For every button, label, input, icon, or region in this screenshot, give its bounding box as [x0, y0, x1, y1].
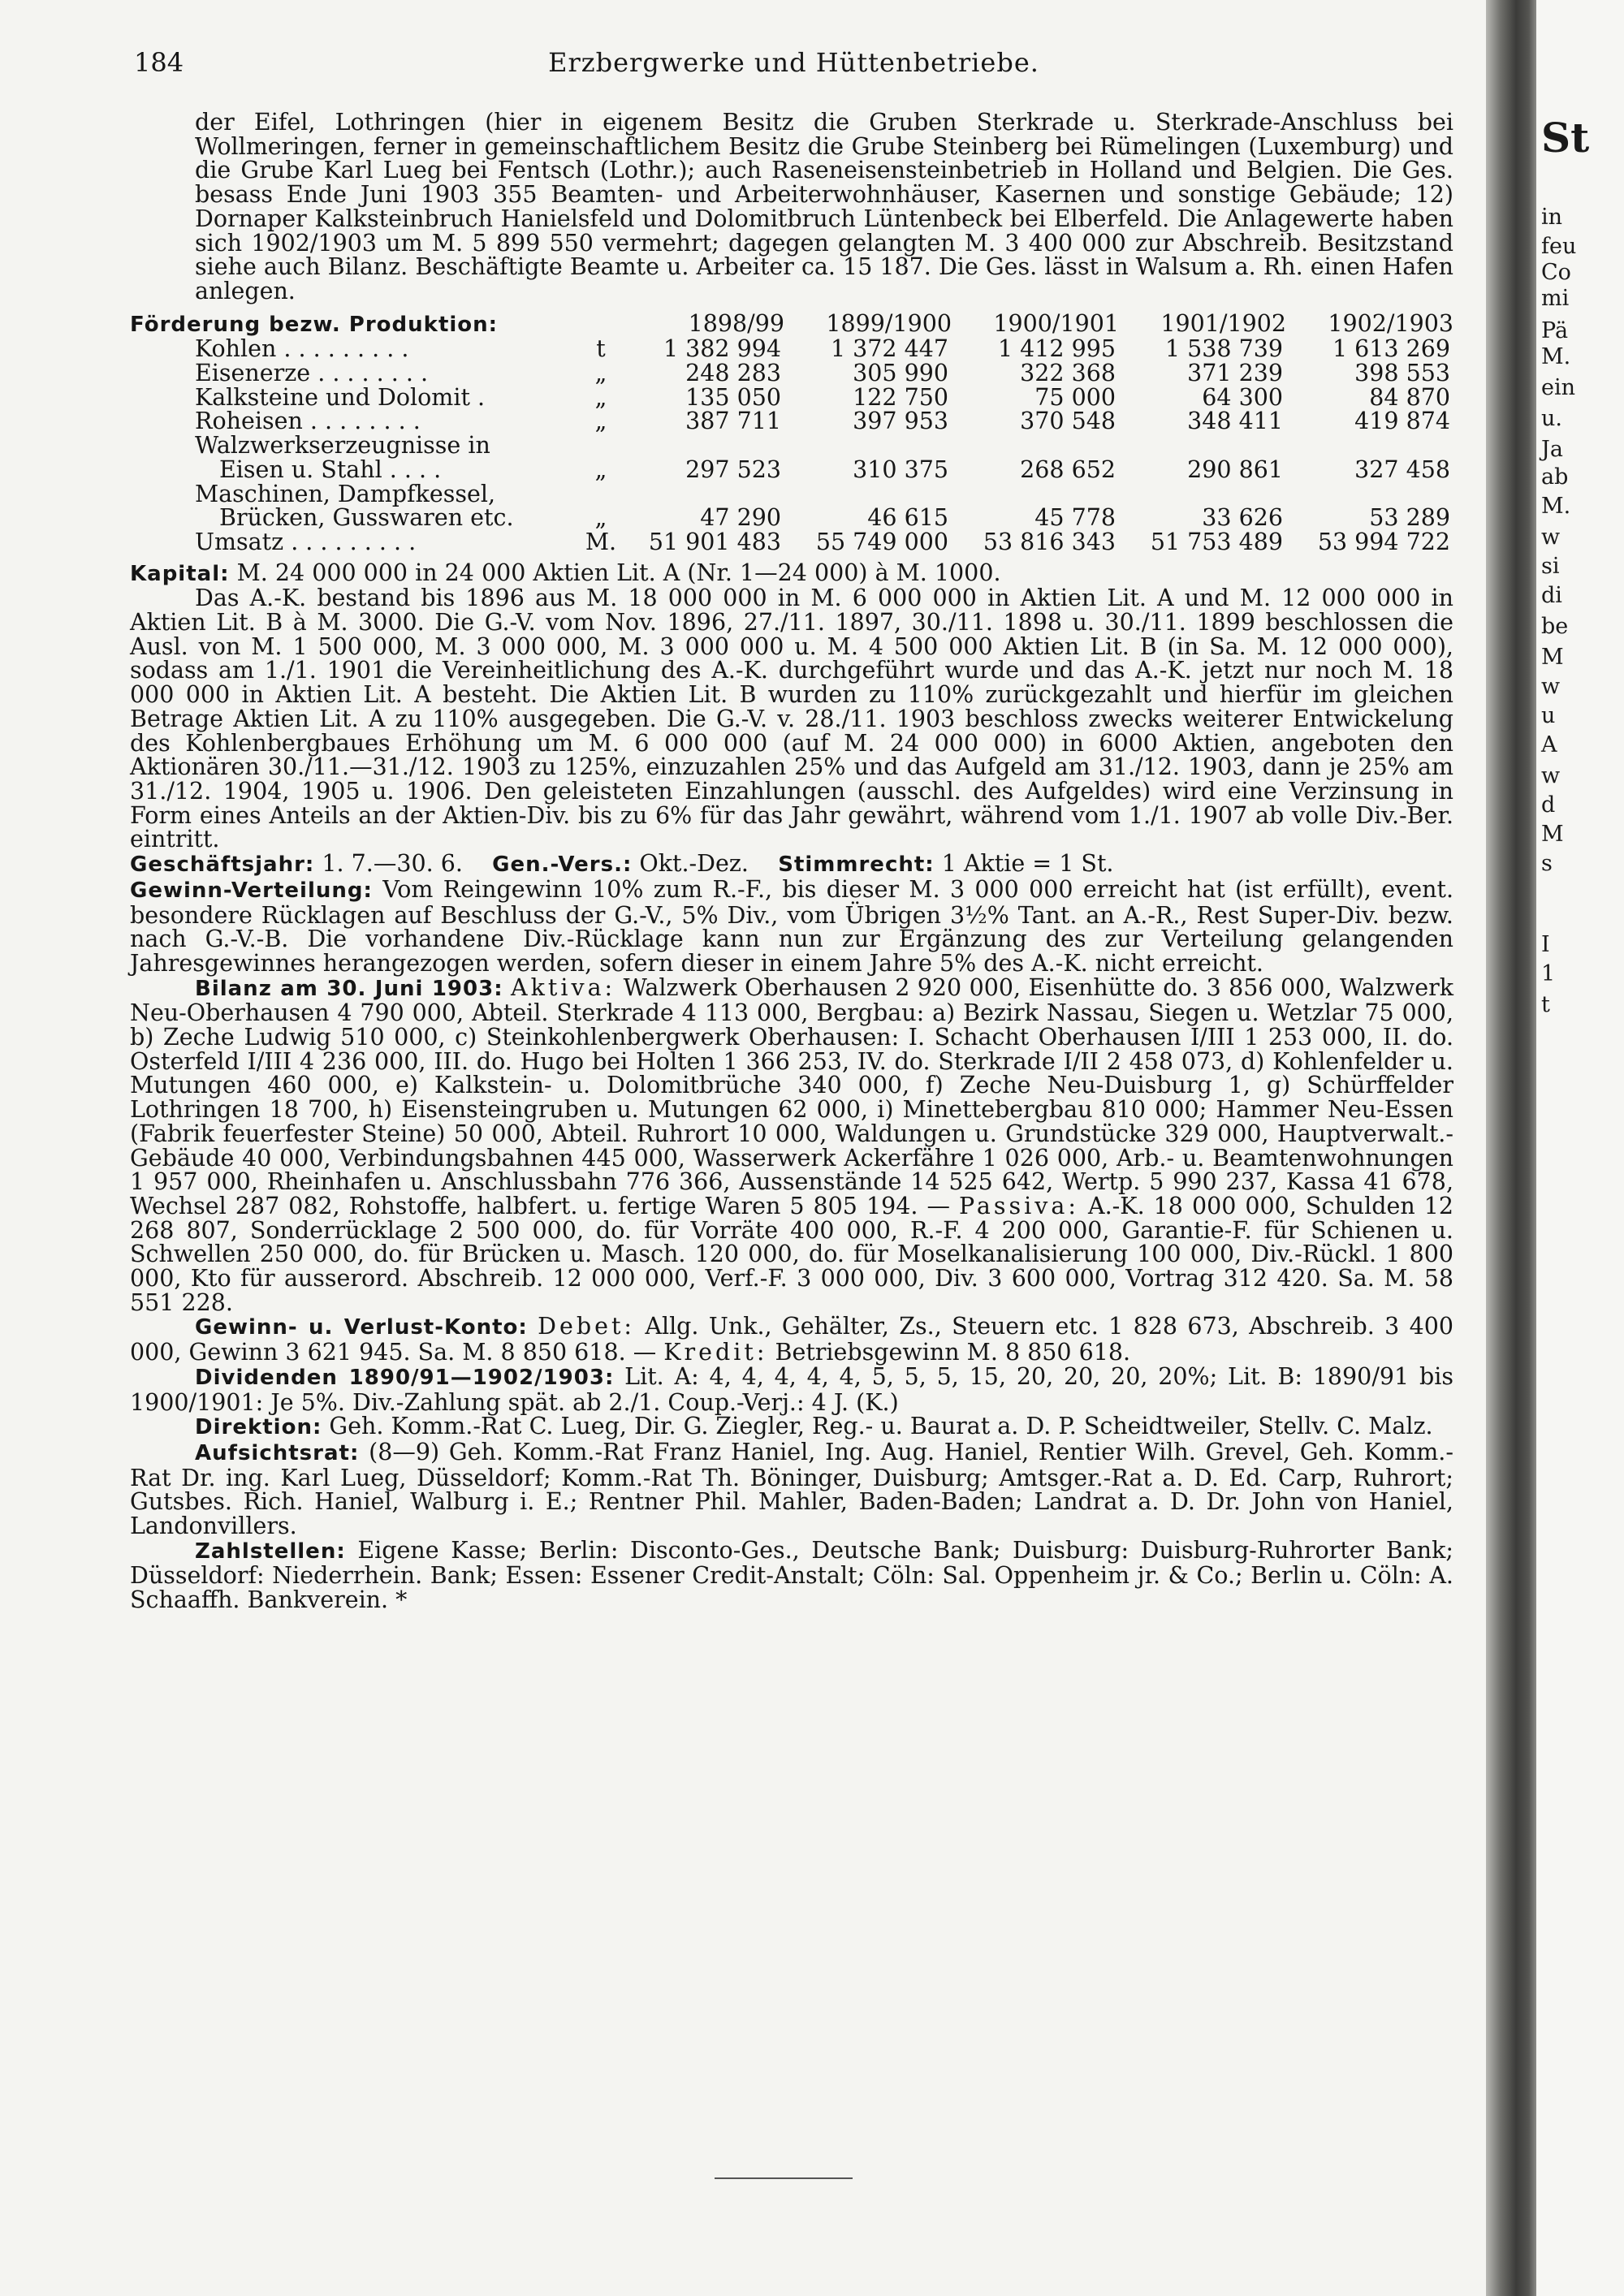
gewinn-verteilung-text: Vom Reingewinn 10% zum R.-F., bis dieser M. 3 000 000 erreicht hat (ist erfüllt), event. besondere Rücklagen auf Beschluss der G.-V., 5% Div., vom Übrigen 3½% Tant. an A.-R., Rest Super-Div. bezw. nach G.-V.-B. Die vorhandene Div.-Rücklage kann nun zur Ergänzung des zur Verteilung gelangenden Jahresgewinnes herangezogen werden, sofern dieser in einem Jahre 5% des A.-K. nicht erreicht.	[130, 875, 1454, 977]
production-header-row	[130, 312, 1453, 338]
debet-label: Debet:	[538, 1313, 636, 1340]
edge-fragment: M	[1541, 645, 1564, 670]
table-row	[130, 434, 1453, 458]
cell-value: 51 901 483	[648, 528, 781, 555]
row-label: Umsatz . . . . . . . . .	[195, 528, 417, 555]
cell-value: 64 300	[1202, 383, 1283, 411]
edge-fragment: w	[1541, 763, 1561, 788]
row-label: Maschinen, Dampfkessel,	[195, 480, 496, 507]
row-label: Walzwerkserzeugnisse in	[195, 432, 490, 460]
row-unit: „	[594, 383, 607, 411]
cell-value: 47 290	[700, 504, 781, 532]
edge-fragment: w	[1541, 674, 1561, 699]
dividenden-section	[130, 1362, 1453, 1416]
edge-fragment: si	[1541, 554, 1560, 579]
cell-value: 348 411	[1187, 408, 1283, 435]
cell-value: 1 538 739	[1164, 335, 1283, 363]
cell-value: 46 615	[867, 504, 948, 532]
edge-fragment: St	[1541, 114, 1590, 162]
cell-value: 53 289	[1369, 504, 1450, 532]
cell-value: 55 749 000	[815, 528, 948, 555]
cell-value: 398 553	[1354, 360, 1450, 387]
aufsichtsrat-text: (8—9) Geh. Komm.-Rat Franz Haniel, Ing. Aug. Haniel, Rentier Wilh. Grevel, Geh. Komm.-Rat Dr. ing. Karl Lueg, Düsseldorf; Komm.-Rat Th. Böninger, Duisburg; Amtsger.-Rat a. D. Ed. Carp, Ruhrort; Gutsbes. Rich. Haniel, Walburg i. E.; Rentner Phil. Mahler, Baden-Baden; Landrat a. D. Dr. John von Haniel, Landonvillers.	[130, 1438, 1453, 1540]
direktion-section	[130, 1414, 1453, 1440]
cell-value: 248 283	[685, 360, 781, 387]
row-label: Roheisen . . . . . . . .	[195, 408, 421, 435]
edge-fragment: M	[1541, 822, 1564, 847]
edge-fragment: u.	[1541, 406, 1562, 431]
stimmrecht-value: 1 Aktie = 1 St.	[941, 850, 1114, 878]
bilanz-heading: Bilanz am 30. Juni 1903:	[195, 976, 503, 1001]
stimmrecht-heading: Stimmrecht:	[778, 852, 935, 878]
running-title: Erzbergwerke und Hüttenbetriebe.	[548, 47, 1039, 78]
table-row	[130, 458, 1453, 482]
edge-fragment: u	[1541, 703, 1556, 728]
cell-value: 1 382 994	[663, 335, 781, 363]
year-col-4: 1901/1902	[1160, 309, 1286, 337]
cell-value: 370 548	[1020, 408, 1116, 435]
aktiva-text: Walzwerk Oberhausen 2 920 000, Eisenhütte do. 3 856 000, Walzwerk Neu-Oberhausen 4 790 000, Abteil. Sterkrade 4 113 000, Bergbau: a) Bezirk Nassau, Siegen u. Wetzlar 75 000, b) Zeche Ludwig 510 000, c) Steinkohlenbergwerk Oberhausen: I. Schacht Oberhausen I/III 1 253 000, II. do. Osterfeld I/III 4 236 000, III. do. Hugo bei Holten 1 366 253, IV. do. Sterkrade I/II 2 458 073, d) Kohlenfelder u. Mutungen 460 000, e) Kalkstein- u. Dolomitbrüche 340 000, f) Zeche Neu-Duisburg 1, g) Schürffelder Lothringen 18 700, h) Eisensteingruben u. Mutungen 62 000, i) Minettebergbau 810 000; Hammer Neu-Essen (Fabrik feuerfester Steine) 50 000, Abteil. Ruhrort 10 000, Waldungen u. Grundstücke 329 000, Hauptverwalt.-Gebäude 40 000, Verbindungsbahnen 445 000, Wasserwerk Ackerfähre 1 026 000, Arb.- u. Beamtenwohnungen 1 957 000, Rheinhafen u. Anschlussbahn 776 366, Aussenstände 14 525 642, Wertp. 5 990 237, Kassa 41 678, Wechsel 287 082, Rohstoffe, halbfert. u. fertige Waren 5 805 194. —	[130, 973, 1453, 1219]
cell-value: 53 994 722	[1317, 528, 1450, 555]
edge-fragment: I	[1541, 932, 1550, 957]
cell-value: 1 613 269	[1332, 335, 1450, 363]
table-row	[130, 409, 1453, 434]
row-unit: t	[596, 335, 606, 363]
aktiva-label: Aktiva:	[511, 973, 616, 1001]
cell-value: 1 412 995	[997, 335, 1116, 363]
kapital-heading: Kapital:	[130, 561, 230, 586]
direktion-heading: Direktion:	[195, 1415, 322, 1440]
geschaeftsjahr-value: 1. 7.—30. 6.	[322, 850, 463, 878]
cell-value: 297 523	[685, 455, 781, 483]
page-number: 184	[134, 47, 184, 78]
cell-value: 51 753 489	[1150, 528, 1283, 555]
row-label: Eisenerze . . . . . . . .	[195, 360, 429, 387]
row-unit: „	[594, 408, 607, 435]
edge-fragment: be	[1541, 614, 1569, 639]
edge-fragment: M.	[1541, 494, 1571, 519]
table-row	[130, 482, 1453, 507]
table-row	[130, 337, 1453, 361]
table-row	[130, 386, 1453, 410]
zahlstellen-section	[130, 1536, 1453, 1614]
row-unit: „	[594, 360, 607, 387]
geschaeftsjahr-line	[130, 852, 1453, 878]
cell-value: 310 375	[853, 455, 948, 483]
kapital-lead: M. 24 000 000 in 24 000 Aktien Lit. A (Nr. 1—24 000) à M. 1000.	[236, 559, 1001, 586]
intro-paragraph: der Eifel, Lothringen (hier in eigenem Besitz die Gruben Sterkrade u. Sterkrade-Anschluss bei Wollmeringen, ferner in gemeinschaftlichem Besitz die Grube Steinberg bei Rümelingen (Luxemburg) und die Grube Karl Lueg bei Fentsch (Lothr.); auch Raseneisensteinbetrieb in Holland und Belgien. Die Ges. besass Ende Juni 1903 355 Beamten- und Arbeiterwohnhäuser, Kasernen und sonstige Gebäude; 12) Dornaper Kalksteinbruch Hanielsfeld und Dolomitbruch Lüntenbeck bei Elberfeld. Die Anlagewerte haben sich 1902/1903 um M. 5 899 550 vermehrt; dagegen gelangten M. 3 400 000 zur Abschreib. Besitzstand siehe auch Bilanz. Beschäftigte Beamte u. Arbeiter ca. 15 187. Die Ges. lässt in Walsum a. Rh. einen Hafen anlegen.	[195, 109, 1453, 304]
cell-value: 387 711	[685, 408, 781, 435]
production-section	[130, 309, 1453, 555]
cell-value: 327 458	[1354, 455, 1450, 483]
book-gutter-shadow	[1486, 0, 1536, 2296]
year-col-1: 1898/99	[688, 309, 784, 337]
cell-value: 122 750	[853, 383, 948, 411]
adjacent-page-edge	[1536, 0, 1624, 2296]
row-unit: „	[594, 504, 607, 532]
cell-value: 397 953	[853, 408, 948, 435]
page-content	[130, 110, 1453, 1612]
production-table	[130, 309, 1453, 555]
cell-value: 135 050	[685, 383, 781, 411]
edge-fragment: ab	[1541, 464, 1569, 490]
cell-value: 268 652	[1020, 455, 1116, 483]
gewinn-konto-section	[130, 1314, 1453, 1364]
direktion-text: Geh. Komm.-Rat C. Lueg, Dir. G. Ziegler, Reg.- u. Baurat a. D. P. Scheidtweiler, Stellv. C. Malz.	[329, 1413, 1433, 1440]
edge-fragment: M.	[1541, 344, 1571, 369]
row-label: Kohlen . . . . . . . . .	[195, 335, 409, 363]
gewinn-verteilung-section	[130, 875, 1454, 977]
genvers-value: Okt.-Dez.	[639, 850, 749, 878]
gewinn-verteilung-heading: Gewinn-Verteilung:	[130, 878, 373, 903]
year-col-3: 1900/1901	[993, 309, 1119, 337]
table-row	[130, 506, 1453, 530]
edge-fragment: Co	[1541, 260, 1571, 285]
row-unit: M.	[585, 528, 617, 555]
zahlstellen-text: Eigene Kasse; Berlin: Disconto-Ges., Deutsche Bank; Duisburg: Duisburg-Ruhrorter Bank; Düsseldorf: Niederrhein. Bank; Essen: Essener Credit-Anstalt; Cöln: Sal. Oppenheim jr. & Co.; Berlin u. Cöln: A. Schaaffh. Bankverein. *	[130, 1536, 1453, 1614]
edge-fragment: mi	[1541, 286, 1570, 311]
edge-fragment: s	[1541, 851, 1553, 876]
aufsichtsrat-heading: Aufsichtsrat:	[195, 1440, 360, 1465]
cell-value: 1 372 447	[830, 335, 948, 363]
gewinn-konto-heading: Gewinn- u. Verlust-Konto:	[195, 1315, 528, 1340]
cell-value: 419 874	[1354, 408, 1450, 435]
edge-fragment: d	[1541, 792, 1556, 818]
edge-fragment: t	[1541, 992, 1550, 1017]
cell-value: 45 778	[1034, 504, 1116, 532]
dividenden-heading: Dividenden 1890/91—1902/1903:	[195, 1365, 615, 1390]
edge-fragment: feu	[1541, 234, 1577, 259]
closing-rule	[715, 2177, 853, 2179]
row-label: Kalksteine und Dolomit .	[195, 383, 486, 411]
edge-fragment: Pä	[1541, 318, 1569, 343]
kredit-text: Betriebsgewinn M. 8 850 618.	[775, 1339, 1131, 1366]
kredit-label: Kredit:	[663, 1339, 768, 1366]
edge-fragment: Ja	[1541, 437, 1563, 462]
edge-fragment: A	[1541, 732, 1557, 757]
dividenden-text: Lit. A: 4, 4, 4, 4, 4, 5, 5, 5, 15, 20, 20, 20, 20%; Lit. B: 1890/91 bis 1900/1901: Je 5%. Div.-Zahlung spät. ab 2./1. Coup.-Verj.: 4 J. (K.)	[130, 1362, 1453, 1416]
row-label-cont: Brücken, Gusswaren etc.	[219, 504, 514, 532]
table-row	[130, 530, 1453, 555]
cell-value: 305 990	[853, 360, 948, 387]
edge-fragment: in	[1541, 205, 1563, 230]
year-col-2: 1899/1900	[826, 309, 952, 337]
edge-fragment: di	[1541, 583, 1562, 608]
debet-text: Allg. Unk., Gehälter, Zs., Steuern etc. 1 828 673, Abschreib. 3 400 000, Gewinn 3 621 945. Sa. M. 8 850 618. —	[130, 1313, 1454, 1366]
passiva-text: A.-K. 18 000 000, Schulden 12 268 807, Sonderrücklage 2 500 000, do. für Vorräte 400 000, R.-F. 4 200 000, Garantie-F. für Schienen u. Schwellen 250 000, do. für Brücken u. Masch. 120 000, do. für Moselkanalisierung 100 000, Div.-Rückl. 1 800 000, Kto für ausserord. Abschreib. 12 000 000, Verf.-F. 3 000 000, Div. 3 600 000, Vortrag 312 420. Sa. M. 58 551 228.	[130, 1192, 1453, 1316]
page-header	[134, 47, 1453, 83]
cell-value: 53 816 343	[983, 528, 1116, 555]
row-label-cont: Eisen u. Stahl . . . .	[219, 455, 442, 483]
passiva-label: Passiva:	[959, 1192, 1079, 1219]
genvers-heading: Gen.-Vers.:	[492, 852, 633, 878]
cell-value: 322 368	[1020, 360, 1116, 387]
cell-value: 290 861	[1187, 455, 1283, 483]
edge-fragment: ein	[1541, 375, 1576, 400]
cell-value: 84 870	[1369, 383, 1450, 411]
kapital-section	[130, 561, 1453, 587]
aufsichtsrat-section	[130, 1440, 1453, 1539]
zahlstellen-heading: Zahlstellen:	[195, 1539, 346, 1564]
row-unit: „	[594, 455, 607, 483]
kapital-text: Das A.-K. bestand bis 1896 aus M. 18 000 000 in M. 6 000 000 in Aktien Lit. A und M. 12 000 000 in Aktien Lit. B à M. 3000. Die G.-V. vom Nov. 1896, 27./11. 1897, 30./11. 1898 u. 30./11. 1899 beschlossen die Ausl. von M. 1 500 000, M. 3 000 000, M. 3 000 000 u. M. 4 500 000 Aktien Lit. B (in Sa. M. 12 000 000), sodass am 1./1. 1901 die Vereinheitlichung des A.-K. durchgeführt wurde und das A.-K. jetzt nur noch M. 18 000 000 in Aktien Lit. A besteht. Die Aktien Lit. B wurden zu 110% zurückgezahlt und hierfür im gleichen Betrage Aktien Lit. A zu 110% ausgegeben. Die G.-V. v. 28./11. 1903 beschloss zwecks weiterer Entwickelung des Kohlenbergbaues Erhöhung um M. 6 000 000 (auf M. 24 000 000) in 6000 Aktien, angeboten den Aktionären 30./11.—31./12. 1903 zu 125%, einzuzahlen 25% und das Aufgeld am 31./12. 1903, dann je 25% am 31./12. 1904, 1905 u. 1906. Den geleisteten Einzahlungen (ausschl. des Aufgeldes) wird eine Verzinsung in Form eines Anteils an der Aktien-Div. bis zu 6% für das Jahr gewährt, während vom 1./1. 1907 ab volle Div.-Ber. eintritt.	[130, 585, 1453, 853]
edge-fragment: 1	[1541, 961, 1556, 986]
geschaeftsjahr-heading: Geschäftsjahr:	[130, 852, 315, 878]
year-col-5: 1902/1903	[1328, 309, 1453, 337]
bilanz-section	[130, 973, 1453, 1316]
cell-value: 75 000	[1034, 383, 1116, 411]
cell-value: 371 239	[1187, 360, 1283, 387]
table-row	[130, 361, 1453, 386]
production-heading: Förderung bezw. Produktion:	[130, 312, 499, 337]
cell-value: 33 626	[1202, 504, 1283, 532]
edge-fragment: w	[1541, 524, 1561, 550]
